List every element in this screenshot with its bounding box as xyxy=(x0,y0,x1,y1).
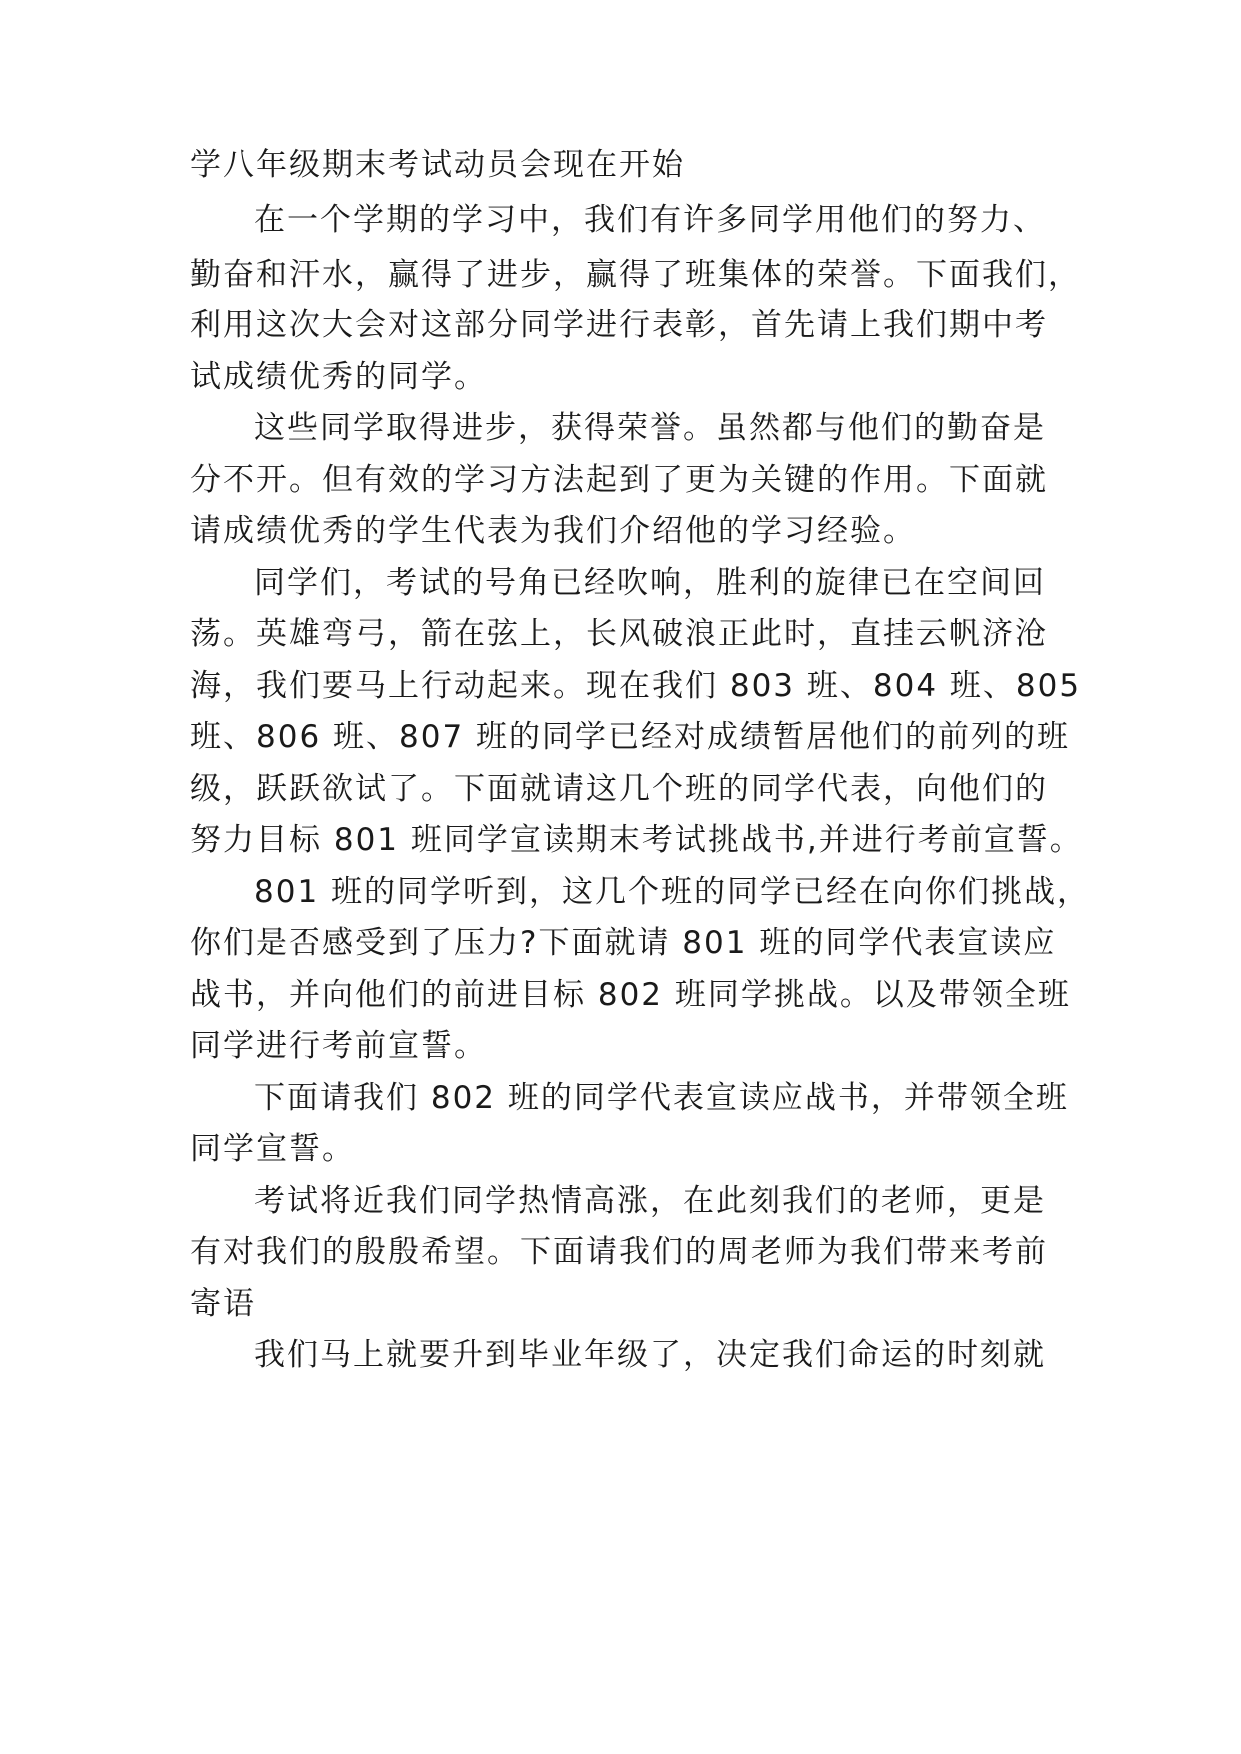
text-line: 学八年级期末考试动员会现在开始 xyxy=(190,147,685,183)
text-line: 试成绩优秀的同学。 xyxy=(190,359,487,395)
text-line: 寄语 xyxy=(190,1286,256,1322)
text-line: 同学们，考试的号角已经吹响，胜利的旋律已在空间回 xyxy=(254,565,1046,601)
text-line: 你们是否感受到了压力?下面就请 801 班的同学代表宣读应 xyxy=(190,925,1057,961)
text-line: 分不开。但有效的学习方法起到了更为关键的作用。下面就 xyxy=(190,462,1048,498)
text-line: 801 班的同学听到，这几个班的同学已经在向你们挑战， xyxy=(254,874,1091,910)
text-line: 勤奋和汗水，赢得了进步，赢得了班集体的荣誉。下面我们， xyxy=(190,257,1081,293)
text-line: 同学宣誓。 xyxy=(190,1131,355,1167)
text-line: 战书，并向他们的前进目标 802 班同学挑战。以及带领全班 xyxy=(190,977,1071,1013)
text-line: 有对我们的殷殷希望。下面请我们的周老师为我们带来考前 xyxy=(190,1234,1048,1270)
text-line: 利用这次大会对这部分同学进行表彰，首先请上我们期中考 xyxy=(190,307,1048,343)
text-line: 我们马上就要升到毕业年级了，决定我们命运的时刻就 xyxy=(254,1337,1046,1373)
text-line: 班、806 班、807 班的同学已经对成绩暂居他们的前列的班 xyxy=(190,719,1071,755)
text-line: 考试将近我们同学热情高涨，在此刻我们的老师，更是 xyxy=(254,1183,1046,1219)
text-line: 下面请我们 802 班的同学代表宣读应战书，并带领全班 xyxy=(254,1080,1069,1116)
text-line: 请成绩优秀的学生代表为我们介绍他的学习经验。 xyxy=(190,513,916,549)
text-line: 级，跃跃欲试了。下面就请这几个班的同学代表，向他们的 xyxy=(190,771,1048,807)
text-line: 荡。英雄弯弓，箭在弦上，长风破浪正此时，直挂云帆济沧 xyxy=(190,616,1048,652)
text-line: 海，我们要马上行动起来。现在我们 803 班、804 班、805 xyxy=(190,668,1082,704)
text-line: 努力目标 801 班同学宣读期末考试挑战书,并进行考前宣誓。 xyxy=(190,822,1083,858)
text-line: 同学进行考前宣誓。 xyxy=(190,1028,487,1064)
text-line: 在一个学期的学习中，我们有许多同学用他们的努力、 xyxy=(254,202,1046,238)
text-line: 这些同学取得进步，获得荣誉。虽然都与他们的勤奋是 xyxy=(254,410,1046,446)
